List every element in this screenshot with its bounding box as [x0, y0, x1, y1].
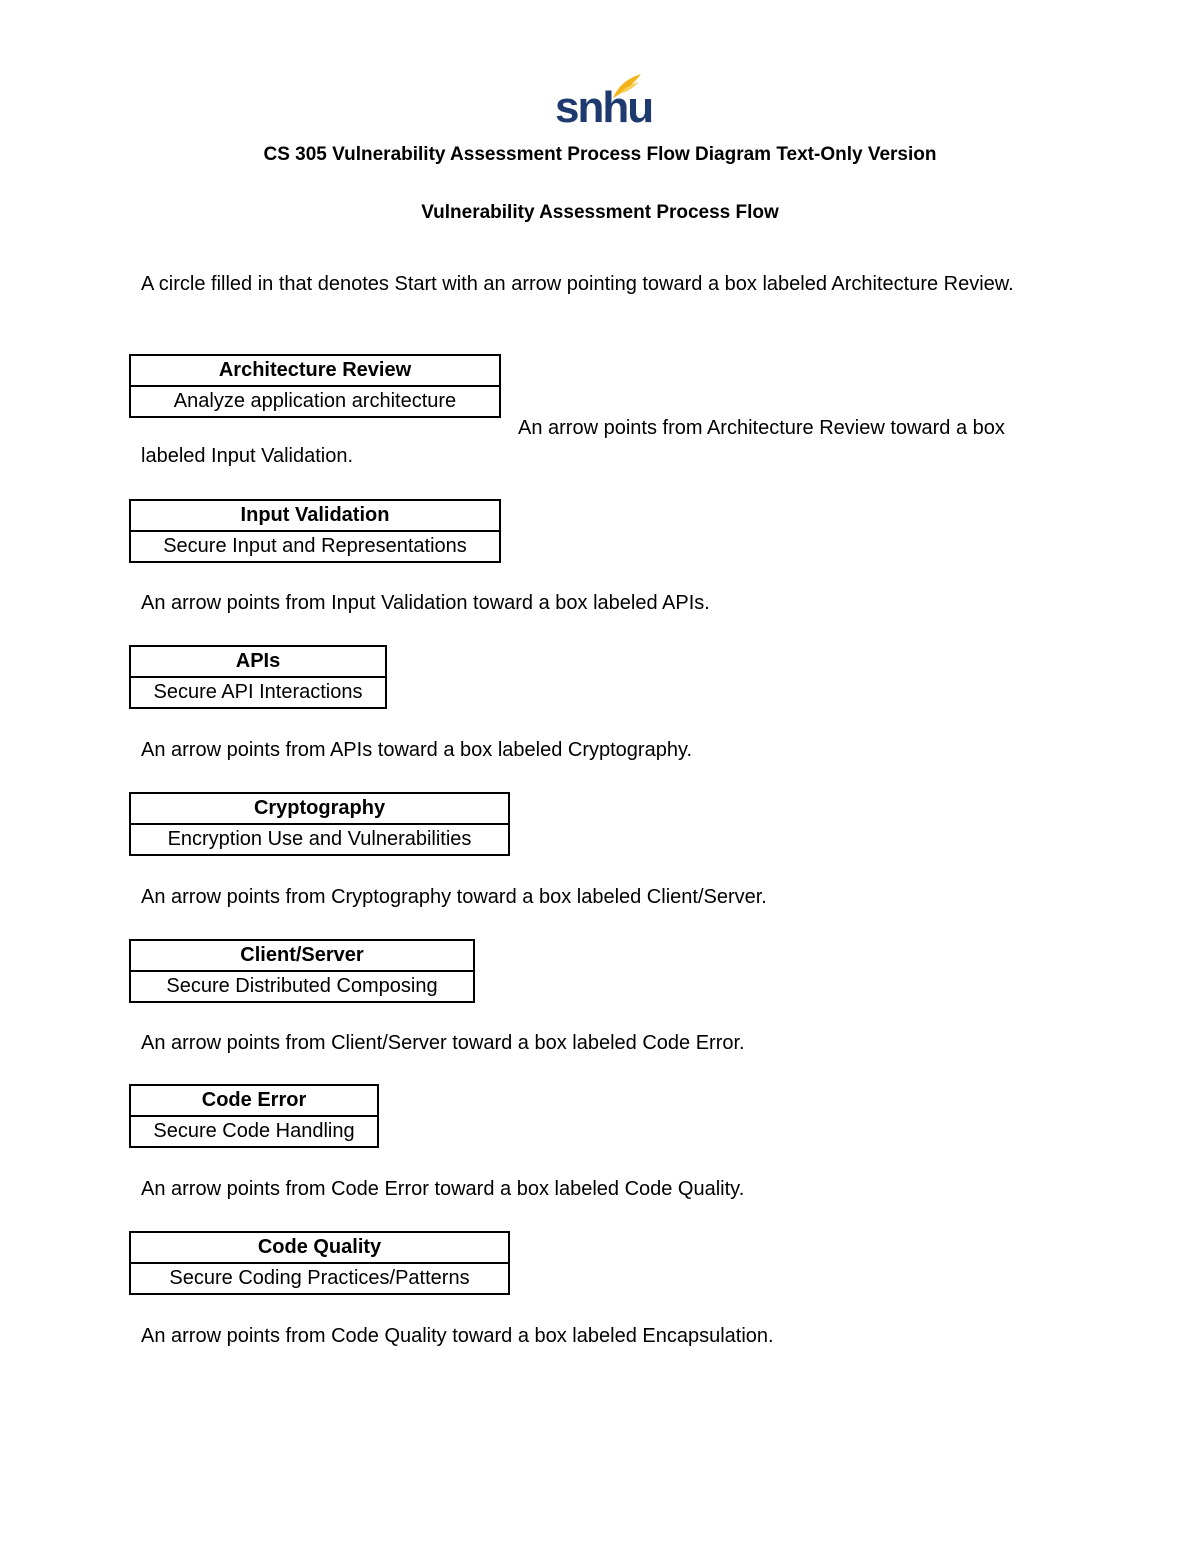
transition-text-1b: labeled Input Validation.	[141, 445, 354, 467]
step-title: Client/Server	[131, 941, 473, 972]
step-description: Secure Distributed Composing	[166, 975, 438, 997]
transition-text-7: An arrow points from Code Quality toward a box labeled Encapsulation.	[141, 1325, 774, 1347]
step-title: Input Validation	[131, 501, 499, 532]
step-title: Architecture Review	[131, 356, 499, 387]
section-title: Vulnerability Assessment Process Flow	[421, 202, 779, 223]
transition-text-2: An arrow points from Input Validation toward a box labeled APIs.	[141, 592, 710, 614]
step-box-code-error	[129, 1084, 379, 1148]
transition-text-4: An arrow points from Cryptography toward a box labeled Client/Server.	[141, 886, 767, 908]
step-title: Code Error	[131, 1086, 377, 1117]
step-description: Secure Coding Practices/Patterns	[169, 1267, 470, 1289]
step-box-input-validation	[129, 499, 501, 563]
snhu-logo	[553, 72, 653, 134]
transition-text-5: An arrow points from Client/Server toward a box labeled Code Error.	[141, 1032, 745, 1054]
step-box-client-server	[129, 939, 475, 1003]
step-box-code-quality	[129, 1231, 510, 1295]
step-title: Code Quality	[131, 1233, 508, 1264]
step-box-architecture-review	[129, 354, 501, 418]
logo-text: snhu	[555, 83, 653, 132]
step-title: Cryptography	[131, 794, 508, 825]
transition-text-1a: An arrow points from Architecture Review toward a box	[518, 417, 1005, 439]
step-description: Secure Input and Representations	[163, 535, 467, 557]
step-description: Secure API Interactions	[153, 681, 363, 703]
step-title: APIs	[131, 647, 385, 678]
transition-text-3: An arrow points from APIs toward a box labeled Cryptography.	[141, 739, 693, 761]
step-box-cryptography	[129, 792, 510, 856]
step-description: Analyze application architecture	[173, 390, 457, 412]
step-box-apis	[129, 645, 387, 709]
intro-paragraph: A circle filled in that denotes Start with an arrow pointing toward a box labeled Architecture Review.	[141, 273, 1014, 295]
document-title: CS 305 Vulnerability Assessment Process Flow Diagram Text-Only Version	[263, 144, 937, 165]
step-description: Secure Code Handling	[153, 1120, 355, 1142]
step-description: Encryption Use and Vulnerabilities	[167, 828, 472, 850]
transition-text-6: An arrow points from Code Error toward a box labeled Code Quality.	[141, 1178, 745, 1200]
